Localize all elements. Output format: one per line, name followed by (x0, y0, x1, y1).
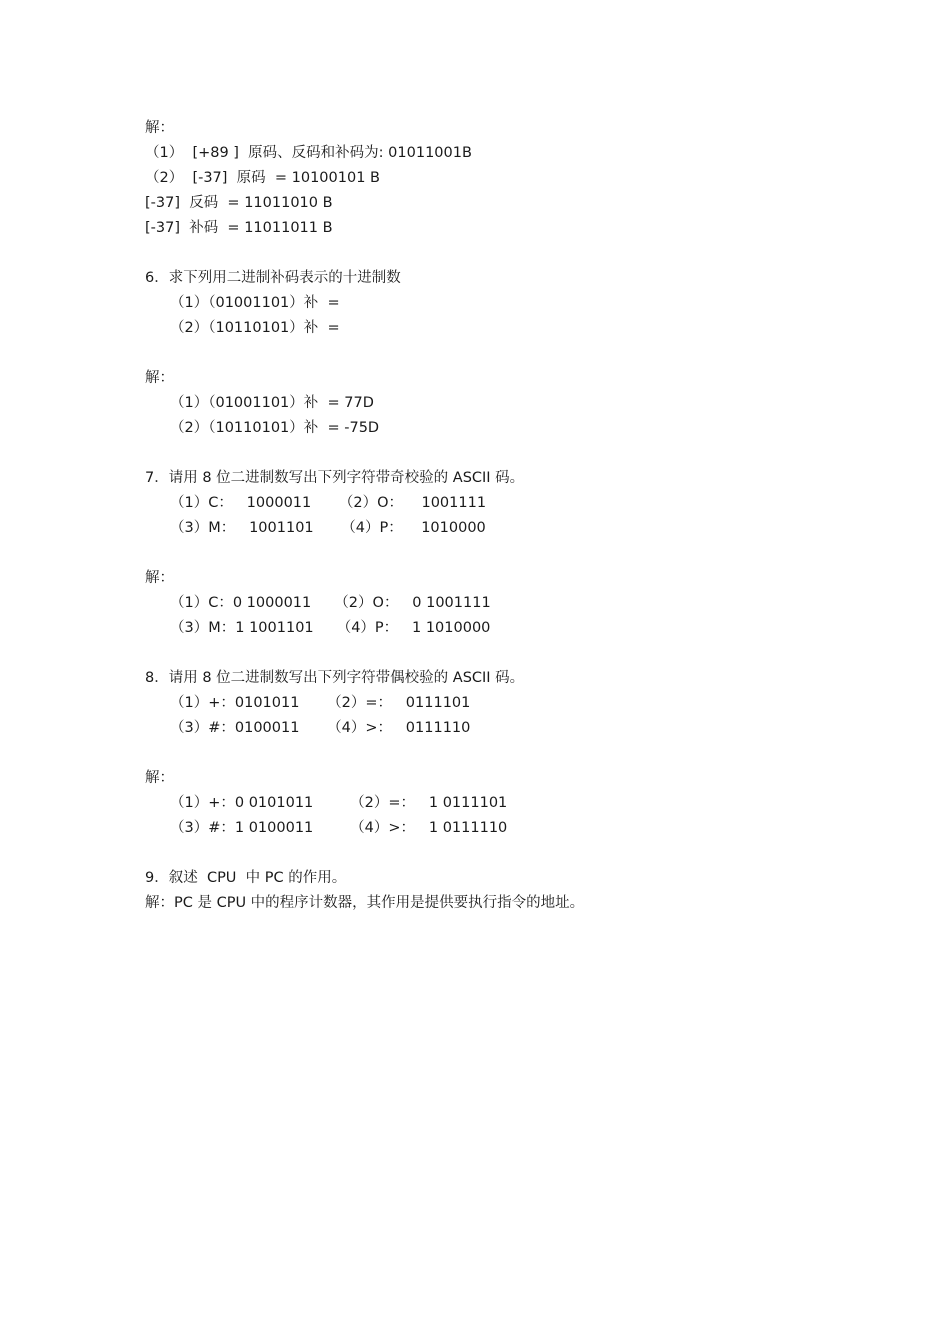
question-title: 7．请用 8 位二进制数写出下列字符带奇校验的 ASCII 码。 (145, 470, 525, 486)
answer-label: 解： (145, 570, 174, 586)
answer-line: （1）（01001101）补 = 77D (170, 395, 374, 411)
question-item: （1）+：0101011 （2）=： 0111101 (170, 695, 471, 711)
question-item: （1）C： 1000011 （2）O： 1001111 (170, 495, 487, 511)
question-item: （2）（10110101）补 = (170, 320, 340, 336)
document-content (145, 116, 845, 916)
answer-line: 解：PC 是 CPU 中的程序计数器，其作用是提供要执行指令的地址。 (145, 895, 585, 911)
answer-line: （1）+：0 0101011 （2）=： 1 0111101 (170, 795, 508, 811)
question-title: 6．求下列用二进制补码表示的十进制数 (145, 270, 401, 286)
answer-line: [-37] 反码 = 11011010 B (145, 195, 333, 211)
spacer (145, 741, 845, 766)
question-title: 9．叙述 CPU 中 PC 的作用。 (145, 870, 347, 886)
spacer (145, 841, 845, 866)
answer-line: （1） [+89 ] 原码、反码和补码为: 01011001B (145, 145, 472, 161)
spacer (145, 341, 845, 366)
question-item: （3）M： 1001101 （4）P： 1010000 (170, 520, 486, 536)
question-title: 8．请用 8 位二进制数写出下列字符带偶校验的 ASCII 码。 (145, 670, 525, 686)
spacer (145, 441, 845, 466)
answer-line: （2）（10110101）补 = -75D (170, 420, 380, 436)
answer-label: 解： (145, 370, 174, 386)
spacer (145, 241, 845, 266)
answer-line: （3）#：1 0100011 （4）>： 1 0111110 (170, 820, 508, 836)
answer-line: [-37] 补码 = 11011011 B (145, 220, 333, 236)
answer-label: 解： (145, 120, 174, 136)
answer-line: （2） [-37] 原码 = 10100101 B (145, 170, 380, 186)
spacer (145, 641, 845, 666)
answer-label: 解： (145, 770, 174, 786)
spacer (145, 541, 845, 566)
answer-line: （3）M：1 1001101 （4）P： 1 1010000 (170, 620, 491, 636)
question-item: （3）#：0100011 （4）>： 0111110 (170, 720, 471, 736)
answer-line: （1）C：0 1000011 （2）O： 0 1001111 (170, 595, 491, 611)
question-item: （1）（01001101）补 = (170, 295, 340, 311)
